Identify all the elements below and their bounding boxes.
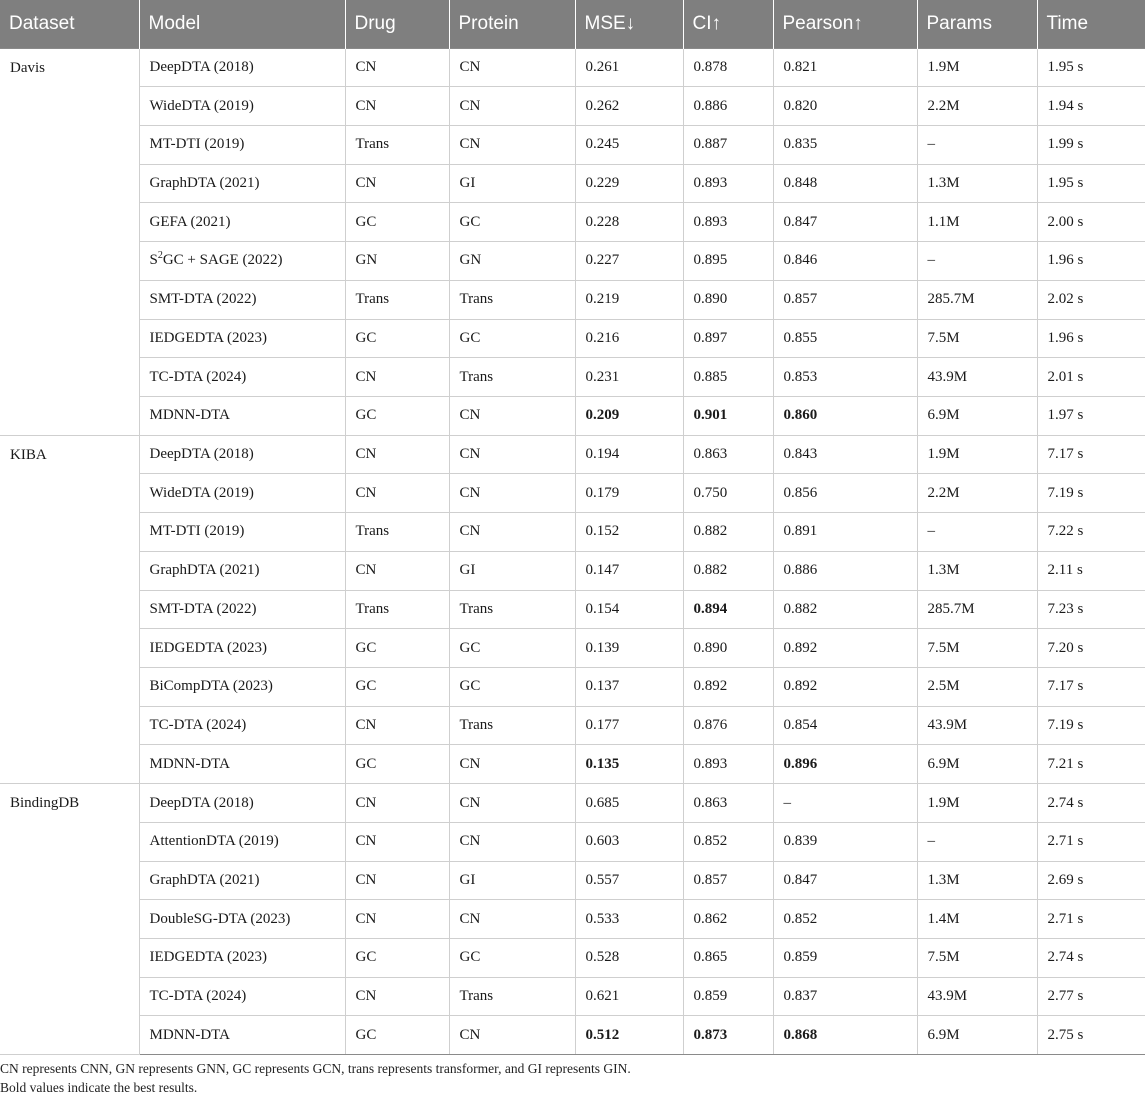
header-row xyxy=(0,0,1145,48)
time-cell: 2.74 s xyxy=(1037,784,1145,823)
model-cell: GraphDTA (2021) xyxy=(139,551,345,590)
mse-cell: 0.229 xyxy=(575,164,683,203)
ci-cell: 0.890 xyxy=(683,629,773,668)
header-mse: MSE↓ xyxy=(575,0,683,48)
header-pearson: Pearson↑ xyxy=(773,0,917,48)
protein-cell: CN xyxy=(449,1016,575,1055)
table-row xyxy=(0,900,1145,939)
table-row xyxy=(0,203,1145,242)
protein-cell: GC xyxy=(449,319,575,358)
time-cell: 7.17 s xyxy=(1037,668,1145,707)
protein-cell: CN xyxy=(449,513,575,552)
time-cell: 2.74 s xyxy=(1037,939,1145,978)
table-notes xyxy=(0,1055,1145,1097)
protein-cell: CN xyxy=(449,474,575,513)
drug-cell: CN xyxy=(345,474,449,513)
time-cell: 2.69 s xyxy=(1037,861,1145,900)
protein-cell: Trans xyxy=(449,706,575,745)
mse-cell: 0.231 xyxy=(575,358,683,397)
mse-cell: 0.533 xyxy=(575,900,683,939)
ci-cell: 0.885 xyxy=(683,358,773,397)
mse-cell: 0.135 xyxy=(575,745,683,784)
protein-cell: GI xyxy=(449,861,575,900)
header-dataset: Dataset xyxy=(0,0,139,48)
table-row xyxy=(0,1016,1145,1055)
model-cell: GEFA (2021) xyxy=(139,203,345,242)
mse-cell: 0.685 xyxy=(575,784,683,823)
drug-cell: GC xyxy=(345,1016,449,1055)
pearson-cell: 0.821 xyxy=(773,48,917,87)
ci-cell: 0.886 xyxy=(683,87,773,126)
protein-cell: CN xyxy=(449,396,575,435)
time-cell: 7.19 s xyxy=(1037,706,1145,745)
table-row xyxy=(0,551,1145,590)
drug-cell: CN xyxy=(345,822,449,861)
mse-cell: 0.557 xyxy=(575,861,683,900)
time-cell: 7.20 s xyxy=(1037,629,1145,668)
time-cell: 1.95 s xyxy=(1037,164,1145,203)
params-cell: 1.9M xyxy=(917,435,1037,474)
table-row xyxy=(0,977,1145,1016)
model-name-prefix: S xyxy=(149,252,158,269)
drug-cell: GC xyxy=(345,745,449,784)
ci-cell: 0.895 xyxy=(683,242,773,281)
drug-cell: GN xyxy=(345,242,449,281)
pearson-cell: 0.854 xyxy=(773,706,917,745)
pearson-cell: 0.892 xyxy=(773,668,917,707)
mse-cell: 0.216 xyxy=(575,319,683,358)
drug-cell: CN xyxy=(345,900,449,939)
time-cell: 7.21 s xyxy=(1037,745,1145,784)
mse-cell: 0.227 xyxy=(575,242,683,281)
drug-cell: GC xyxy=(345,203,449,242)
params-cell: 7.5M xyxy=(917,319,1037,358)
mse-cell: 0.154 xyxy=(575,590,683,629)
protein-cell: CN xyxy=(449,784,575,823)
time-cell: 2.02 s xyxy=(1037,280,1145,319)
table-body xyxy=(0,48,1145,1055)
pearson-cell: 0.882 xyxy=(773,590,917,629)
time-cell: 2.71 s xyxy=(1037,822,1145,861)
ci-cell: 0.887 xyxy=(683,125,773,164)
model-cell: MDNN-DTA xyxy=(139,745,345,784)
model-cell: TC-DTA (2024) xyxy=(139,358,345,397)
drug-cell: GC xyxy=(345,629,449,668)
model-cell: MT-DTI (2019) xyxy=(139,513,345,552)
header-protein: Protein xyxy=(449,0,575,48)
dataset-cell: BindingDB xyxy=(0,784,139,1055)
abbreviation-note: CN represents CNN, GN represents GNN, GC represents GCN, trans represents transformer, and GI represents GIN. xyxy=(0,1061,631,1077)
table-row xyxy=(0,435,1145,474)
table-row xyxy=(0,590,1145,629)
drug-cell: CN xyxy=(345,164,449,203)
pearson-cell: 0.886 xyxy=(773,551,917,590)
model-cell: IEDGEDTA (2023) xyxy=(139,319,345,358)
table-row xyxy=(0,242,1145,281)
time-cell: 2.00 s xyxy=(1037,203,1145,242)
protein-cell: GI xyxy=(449,164,575,203)
params-cell: 2.2M xyxy=(917,474,1037,513)
pearson-cell: 0.839 xyxy=(773,822,917,861)
ci-cell: 0.893 xyxy=(683,203,773,242)
protein-cell: GC xyxy=(449,939,575,978)
time-cell: 1.96 s xyxy=(1037,319,1145,358)
model-cell: AttentionDTA (2019) xyxy=(139,822,345,861)
drug-cell: Trans xyxy=(345,590,449,629)
ci-cell: 0.750 xyxy=(683,474,773,513)
params-cell: – xyxy=(917,125,1037,164)
protein-cell: CN xyxy=(449,125,575,164)
time-cell: 7.17 s xyxy=(1037,435,1145,474)
params-cell: 1.9M xyxy=(917,784,1037,823)
table-row xyxy=(0,396,1145,435)
model-cell: DoubleSG-DTA (2023) xyxy=(139,900,345,939)
dataset-cell: Davis xyxy=(0,48,139,435)
model-cell: TC-DTA (2024) xyxy=(139,706,345,745)
time-cell: 1.94 s xyxy=(1037,87,1145,126)
ci-cell: 0.852 xyxy=(683,822,773,861)
model-cell: GraphDTA (2021) xyxy=(139,164,345,203)
pearson-cell: 0.892 xyxy=(773,629,917,668)
pearson-cell: 0.848 xyxy=(773,164,917,203)
table-row xyxy=(0,939,1145,978)
model-cell: IEDGEDTA (2023) xyxy=(139,939,345,978)
params-cell: 43.9M xyxy=(917,706,1037,745)
pearson-cell: 0.857 xyxy=(773,280,917,319)
time-cell: 1.95 s xyxy=(1037,48,1145,87)
table-row xyxy=(0,319,1145,358)
pearson-cell: 0.891 xyxy=(773,513,917,552)
pearson-cell: – xyxy=(773,784,917,823)
model-cell: BiCompDTA (2023) xyxy=(139,668,345,707)
mse-cell: 0.194 xyxy=(575,435,683,474)
mse-cell: 0.528 xyxy=(575,939,683,978)
params-cell: 285.7M xyxy=(917,280,1037,319)
table-row xyxy=(0,513,1145,552)
table-row xyxy=(0,280,1145,319)
model-cell: WideDTA (2019) xyxy=(139,87,345,126)
drug-cell: GC xyxy=(345,939,449,978)
pearson-cell: 0.868 xyxy=(773,1016,917,1055)
time-cell: 1.96 s xyxy=(1037,242,1145,281)
ci-cell: 0.894 xyxy=(683,590,773,629)
time-cell: 7.19 s xyxy=(1037,474,1145,513)
pearson-cell: 0.835 xyxy=(773,125,917,164)
time-cell: 7.23 s xyxy=(1037,590,1145,629)
pearson-cell: 0.852 xyxy=(773,900,917,939)
protein-cell: GN xyxy=(449,242,575,281)
pearson-cell: 0.896 xyxy=(773,745,917,784)
mse-cell: 0.621 xyxy=(575,977,683,1016)
ci-cell: 0.890 xyxy=(683,280,773,319)
params-cell: 2.5M xyxy=(917,668,1037,707)
ci-cell: 0.893 xyxy=(683,745,773,784)
params-cell: 7.5M xyxy=(917,939,1037,978)
time-cell: 7.22 s xyxy=(1037,513,1145,552)
protein-cell: CN xyxy=(449,435,575,474)
drug-cell: CN xyxy=(345,861,449,900)
model-cell xyxy=(139,242,345,281)
protein-cell: Trans xyxy=(449,590,575,629)
pearson-cell: 0.847 xyxy=(773,861,917,900)
header-time: Time xyxy=(1037,0,1145,48)
params-cell: 1.4M xyxy=(917,900,1037,939)
mse-cell: 0.179 xyxy=(575,474,683,513)
model-cell: GraphDTA (2021) xyxy=(139,861,345,900)
model-cell: DeepDTA (2018) xyxy=(139,784,345,823)
mse-cell: 0.177 xyxy=(575,706,683,745)
table-row xyxy=(0,125,1145,164)
ci-cell: 0.863 xyxy=(683,784,773,823)
drug-cell: CN xyxy=(345,551,449,590)
header-ci: CI↑ xyxy=(683,0,773,48)
model-cell: SMT-DTA (2022) xyxy=(139,590,345,629)
mse-cell: 0.245 xyxy=(575,125,683,164)
pearson-cell: 0.859 xyxy=(773,939,917,978)
pearson-cell: 0.843 xyxy=(773,435,917,474)
bold-note: Bold values indicate the best results. xyxy=(0,1080,198,1096)
time-cell: 1.97 s xyxy=(1037,396,1145,435)
params-cell: 1.3M xyxy=(917,551,1037,590)
model-cell: SMT-DTA (2022) xyxy=(139,280,345,319)
mse-cell: 0.137 xyxy=(575,668,683,707)
mse-cell: 0.228 xyxy=(575,203,683,242)
table-row xyxy=(0,822,1145,861)
model-cell: TC-DTA (2024) xyxy=(139,977,345,1016)
mse-cell: 0.262 xyxy=(575,87,683,126)
model-cell: MDNN-DTA xyxy=(139,396,345,435)
pearson-cell: 0.860 xyxy=(773,396,917,435)
params-cell: 1.3M xyxy=(917,164,1037,203)
ci-cell: 0.893 xyxy=(683,164,773,203)
ci-cell: 0.882 xyxy=(683,513,773,552)
table-row xyxy=(0,745,1145,784)
drug-cell: CN xyxy=(345,435,449,474)
header-drug: Drug xyxy=(345,0,449,48)
ci-cell: 0.863 xyxy=(683,435,773,474)
params-cell: – xyxy=(917,822,1037,861)
ci-cell: 0.862 xyxy=(683,900,773,939)
protein-cell: Trans xyxy=(449,280,575,319)
header-model: Model xyxy=(139,0,345,48)
protein-cell: CN xyxy=(449,900,575,939)
protein-cell: GI xyxy=(449,551,575,590)
params-cell: 43.9M xyxy=(917,977,1037,1016)
ci-cell: 0.882 xyxy=(683,551,773,590)
pearson-cell: 0.847 xyxy=(773,203,917,242)
table-row xyxy=(0,474,1145,513)
time-cell: 2.01 s xyxy=(1037,358,1145,397)
model-name-superscript: 2 xyxy=(157,250,163,262)
model-cell: IEDGEDTA (2023) xyxy=(139,629,345,668)
pearson-cell: 0.855 xyxy=(773,319,917,358)
protein-cell: Trans xyxy=(449,358,575,397)
model-cell: DeepDTA (2018) xyxy=(139,435,345,474)
pearson-cell: 0.856 xyxy=(773,474,917,513)
model-cell: MDNN-DTA xyxy=(139,1016,345,1055)
mse-cell: 0.139 xyxy=(575,629,683,668)
ci-cell: 0.892 xyxy=(683,668,773,707)
protein-cell: CN xyxy=(449,87,575,126)
mse-cell: 0.603 xyxy=(575,822,683,861)
drug-cell: CN xyxy=(345,977,449,1016)
mse-cell: 0.219 xyxy=(575,280,683,319)
drug-cell: Trans xyxy=(345,280,449,319)
drug-cell: GC xyxy=(345,396,449,435)
table-row xyxy=(0,668,1145,707)
params-cell: 2.2M xyxy=(917,87,1037,126)
pearson-cell: 0.837 xyxy=(773,977,917,1016)
protein-cell: GC xyxy=(449,203,575,242)
ci-cell: 0.901 xyxy=(683,396,773,435)
params-cell: – xyxy=(917,513,1037,552)
params-cell: 1.1M xyxy=(917,203,1037,242)
model-cell: MT-DTI (2019) xyxy=(139,125,345,164)
drug-cell: GC xyxy=(345,319,449,358)
ci-cell: 0.873 xyxy=(683,1016,773,1055)
time-cell: 2.75 s xyxy=(1037,1016,1145,1055)
ci-cell: 0.878 xyxy=(683,48,773,87)
params-cell: 7.5M xyxy=(917,629,1037,668)
ci-cell: 0.865 xyxy=(683,939,773,978)
table-row xyxy=(0,861,1145,900)
ci-cell: 0.897 xyxy=(683,319,773,358)
pearson-cell: 0.853 xyxy=(773,358,917,397)
params-cell: – xyxy=(917,242,1037,281)
time-cell: 2.11 s xyxy=(1037,551,1145,590)
table-row xyxy=(0,358,1145,397)
mse-cell: 0.261 xyxy=(575,48,683,87)
table-row xyxy=(0,706,1145,745)
model-name-suffix: GC + SAGE (2022) xyxy=(162,252,283,269)
protein-cell: CN xyxy=(449,48,575,87)
time-cell: 2.77 s xyxy=(1037,977,1145,1016)
protein-cell: CN xyxy=(449,822,575,861)
mse-cell: 0.512 xyxy=(575,1016,683,1055)
ci-cell: 0.857 xyxy=(683,861,773,900)
mse-cell: 0.152 xyxy=(575,513,683,552)
params-cell: 1.3M xyxy=(917,861,1037,900)
drug-cell: CN xyxy=(345,358,449,397)
drug-cell: CN xyxy=(345,87,449,126)
params-cell: 6.9M xyxy=(917,745,1037,784)
drug-cell: CN xyxy=(345,48,449,87)
table-row xyxy=(0,87,1145,126)
model-cell: WideDTA (2019) xyxy=(139,474,345,513)
drug-cell: CN xyxy=(345,784,449,823)
model-cell: DeepDTA (2018) xyxy=(139,48,345,87)
drug-cell: Trans xyxy=(345,125,449,164)
mse-cell: 0.147 xyxy=(575,551,683,590)
drug-cell: Trans xyxy=(345,513,449,552)
protein-cell: CN xyxy=(449,745,575,784)
ci-cell: 0.859 xyxy=(683,977,773,1016)
pearson-cell: 0.846 xyxy=(773,242,917,281)
protein-cell: GC xyxy=(449,668,575,707)
protein-cell: GC xyxy=(449,629,575,668)
pearson-cell: 0.820 xyxy=(773,87,917,126)
protein-cell: Trans xyxy=(449,977,575,1016)
params-cell: 285.7M xyxy=(917,590,1037,629)
params-cell: 43.9M xyxy=(917,358,1037,397)
drug-cell: CN xyxy=(345,706,449,745)
table-row xyxy=(0,629,1145,668)
table-row xyxy=(0,784,1145,823)
ci-cell: 0.876 xyxy=(683,706,773,745)
table-row xyxy=(0,164,1145,203)
params-cell: 6.9M xyxy=(917,1016,1037,1055)
params-cell: 1.9M xyxy=(917,48,1037,87)
mse-cell: 0.209 xyxy=(575,396,683,435)
table-row xyxy=(0,48,1145,87)
drug-cell: GC xyxy=(345,668,449,707)
dataset-cell: KIBA xyxy=(0,435,139,783)
time-cell: 1.99 s xyxy=(1037,125,1145,164)
header-params: Params xyxy=(917,0,1037,48)
time-cell: 2.71 s xyxy=(1037,900,1145,939)
params-cell: 6.9M xyxy=(917,396,1037,435)
